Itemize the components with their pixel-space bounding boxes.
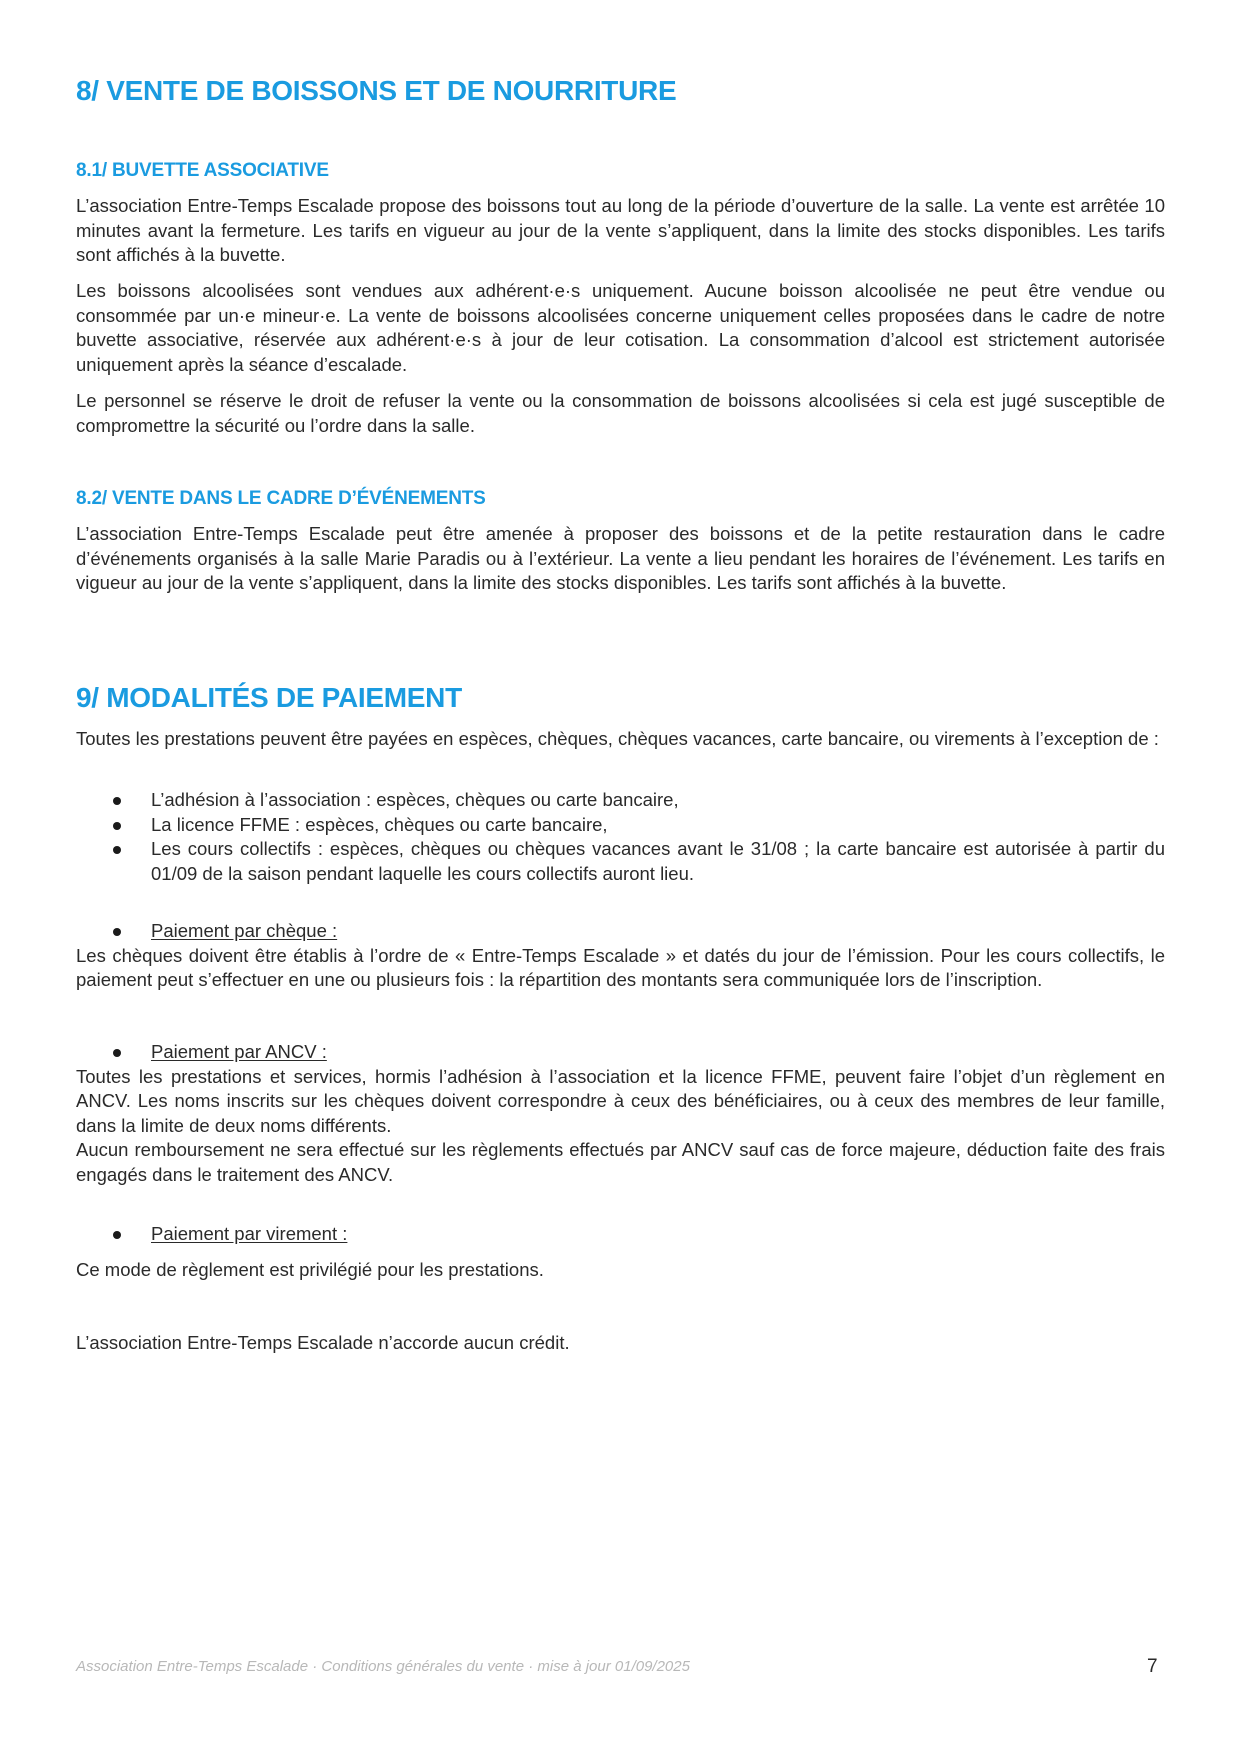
paragraph-block: [76, 1331, 1165, 1356]
subsection-8-2-title: 8.2/ VENTE DANS LE CADRE D’ÉVÉNEMENTS: [76, 488, 486, 509]
section-9: [76, 681, 1165, 715]
transfer-payment-heading: [76, 1222, 1165, 1247]
cheque-payment-label: Paiement par chèque :: [151, 920, 338, 941]
paragraph-block: [76, 389, 1165, 438]
bullet-icon: [113, 846, 121, 854]
ancv-payment: [76, 1040, 1165, 1187]
transfer-payment: [76, 1222, 1165, 1247]
subsection-8-2-body: [76, 522, 1165, 596]
ancv-payment-label: Paiement par ANCV :: [151, 1041, 327, 1062]
payment-exceptions-list: [76, 788, 1165, 886]
page-number: 7: [1147, 1656, 1158, 1677]
paragraph: Aucun remboursement ne sera effectué sur les règlements effectués par ANCV sauf cas de force majeure, déduction faite des frais engagés dans le traitement des ANCV.: [76, 1139, 1165, 1185]
list-item: [76, 788, 1165, 813]
section-9-title: 9/ MODALITÉS DE PAIEMENT: [76, 682, 462, 713]
section-9-intro: [76, 727, 1165, 752]
paragraph: L’association Entre-Temps Escalade peut être amenée à proposer des boissons et de la petite restauration dans le cadre d’événements organisés à la salle Marie Paradis ou à l’extérieur. La vente a lieu pendant les horaires de l’événement. Les tarifs en vigueur au jour de la vente s’appliquent, dans la limite des stocks disponibles. Les tarifs sont affichés à la buvette.: [76, 523, 1165, 593]
list-item-text: La licence FFME : espèces, chèques ou carte bancaire,: [151, 813, 608, 835]
bullet-icon: [113, 928, 121, 936]
cheque-payment: [76, 919, 1165, 993]
transfer-payment-label: Paiement par virement :: [151, 1223, 348, 1244]
list-item: [76, 837, 1165, 886]
section-8-title: 8/ VENTE DE BOISSONS ET DE NOURRITURE: [76, 75, 677, 106]
ancv-payment-heading: [76, 1040, 1165, 1065]
bullet-icon: [113, 1049, 121, 1057]
paragraph-block: [76, 279, 1165, 377]
list-item: [76, 813, 1165, 838]
paragraph: Les boissons alcoolisées sont vendues aux adhérent·e·s uniquement. Aucune boisson alcoolisée ne peut être vendue ou consommée par un·e mineur·e. La vente de boissons alcoolisées concerne uniquement celles proposées dans le cadre de notre buvette associative, réservée aux adhérent·e·s à jour de leur cotisation. La consommation d’alcool est strictement autorisée uniquement après la séance d’escalade.: [76, 280, 1165, 375]
paragraph: Les chèques doivent être établis à l’ordre de « Entre-Temps Escalade » et datés du jour de l’émission. Pour les cours collectifs, le paiement peut s’effectuer en une ou plusieurs fois : la répartition des montants sera communiquée lors de l’inscription.: [76, 944, 1165, 990]
section-8: [76, 74, 1165, 108]
bullet-icon: [113, 822, 121, 830]
closing-statement: L’association Entre-Temps Escalade n’accorde aucun crédit.: [76, 1332, 570, 1353]
subsection-8-1: [76, 159, 1165, 183]
bullet-icon: [113, 797, 121, 805]
paragraph: Le personnel se réserve le droit de refuser la vente ou la consommation de boissons alcoolisées si cela est jugé susceptible de compromettre la sécurité ou l’ordre dans la salle.: [76, 390, 1165, 436]
subsection-8-1-title: 8.1/ BUVETTE ASSOCIATIVE: [76, 160, 329, 181]
paragraph: L’association Entre-Temps Escalade propose des boissons tout au long de la période d’ouverture de la salle. La vente est arrêtée 10 minutes avant la fermeture. Les tarifs en vigueur au jour de la vente s’appliquent, dans la limite des stocks disponibles. Les tarifs sont affichés à la buvette.: [76, 195, 1165, 265]
list-item-text: L’adhésion à l’association : espèces, chèques ou carte bancaire,: [151, 789, 679, 810]
cheque-payment-heading: [76, 919, 1165, 944]
subsection-8-2: [76, 487, 1165, 511]
list-item-text: Les cours collectifs : espèces, chèques ou chèques vacances avant le 31/08 ; la carte bancaire est autorisée à partir du 01/09 de la saison pendant laquelle les cours collectifs auront lieu.: [151, 838, 1165, 884]
paragraph: Ce mode de règlement est privilégié pour les prestations.: [76, 1259, 544, 1280]
bullet-icon: [113, 1231, 121, 1239]
footer-text: Association Entre-Temps Escalade · Conditions générales du vente · mise à jour 01/09/2025: [76, 1658, 690, 1675]
paragraph: Toutes les prestations peuvent être payées en espèces, chèques, chèques vacances, carte bancaire, ou virements à l’exception de :: [76, 728, 1159, 749]
paragraph: Toutes les prestations et services, hormis l’adhésion à l’association et la licence FFME, peuvent faire l’objet d’un règlement en ANCV. Les noms inscrits sur les chèques doivent correspondre à ceux des bénéficiaires, ou à ceux des membres de leur famille, dans la limite de deux noms différents.: [76, 1065, 1165, 1136]
subsection-8-1-body: [76, 194, 1165, 268]
paragraph-block: [76, 1258, 1165, 1283]
